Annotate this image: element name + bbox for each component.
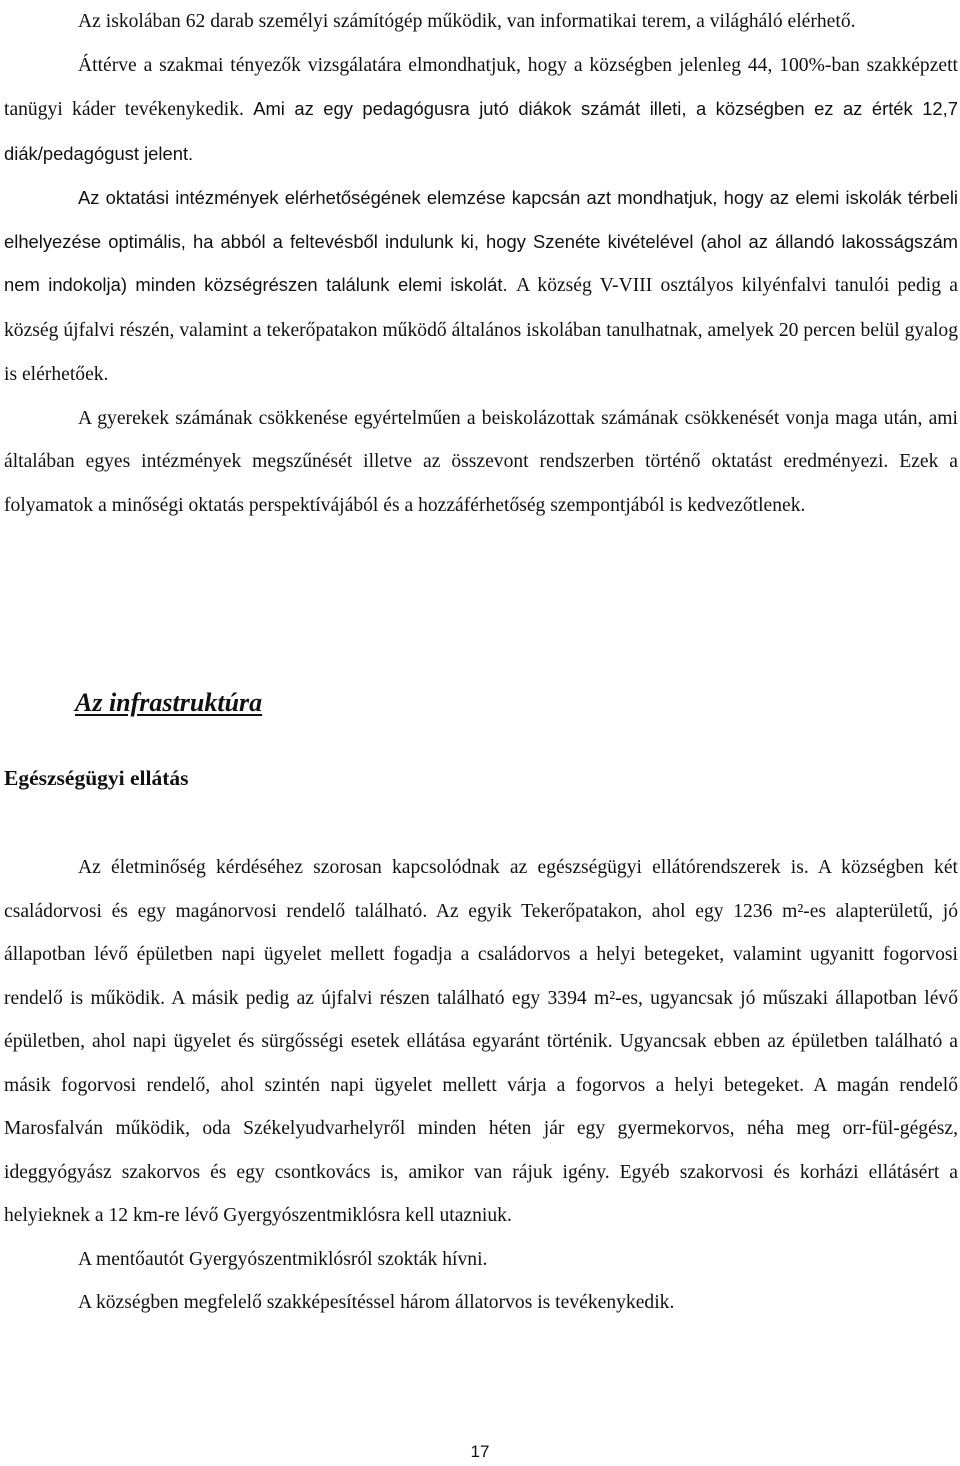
paragraph-healthcare bbox=[4, 846, 958, 1238]
paragraph-decline-text: A gyerekek számának csökkenése egyértelműen a beiskolázottak számának csökkenését vonja maga után, ami általában egyes intézmények megszűnését illetve az összevont rendszerben történő oktatást eredményezi. Ezek a folyamatok a minőségi oktatás perspektívájából és a hozzáférhetőség szempontjából is kedvezőtlenek. bbox=[4, 407, 958, 516]
page-number: 17 bbox=[470, 1442, 490, 1461]
paragraph-upper-grades-text: A község V-VIII osztályos kilyénfalvi tanulói pedig a község újfalvi részén, valamint a tekerőpatakon működő általános iskolában tanulhatnak, amelyek 20 percen belül gyalog is elérhetőek. bbox=[4, 275, 958, 385]
paragraph-ambulance-text: A mentőautót Gyergyószentmiklósról szokták hívni. bbox=[78, 1248, 488, 1270]
paragraph-computers-text: Az iskolában 62 darab személyi számítógép működik, van informatikai terem, a világháló elérhető. bbox=[78, 11, 856, 32]
subsection-heading: Egészségügyi ellátás bbox=[4, 766, 189, 790]
paragraph-computers bbox=[4, 0, 958, 44]
paragraph-accessibility bbox=[4, 176, 958, 397]
paragraph-staff bbox=[4, 44, 958, 177]
paragraph-veterinarians-text: A községben megfelelő szakképesítéssel három állatorvos is tevékenykedik. bbox=[78, 1292, 675, 1313]
paragraph-decline bbox=[4, 397, 958, 528]
paragraph-staff-text: Áttérve a szakmai tényezők vizsgálatára elmondhatjuk, hogy a községben jelenleg 44, 100%-ban szakképzett tanügyi káder tevékenykedik. bbox=[4, 54, 958, 120]
paragraph-ambulance bbox=[4, 1238, 958, 1282]
healthcare-text-block bbox=[4, 846, 958, 1325]
paragraph-accessibility-text: Az oktatási intézmények elérhetőségének elemzése kapcsán azt mondhatjuk, hogy az elemi iskolák térbeli elhelyezése optimális, ha abból a feltevésből indulunk ki, hogy Szenéte kivételével (ahol az állandó lakosságszám nem indokolja) minden községrészen találunk elemi iskolát. bbox=[4, 187, 958, 295]
education-text-block bbox=[4, 0, 958, 527]
paragraph-healthcare-text: Az életminőség kérdéséhez szorosan kapcsolódnak az egészségügyi ellátórendszerek is. A községben két családorvosi és egy magánorvosi rendelő található. Az egyik Tekerőpatakon, ahol egy 1236 m²-es alapterületű, jó állapotban lévő épületben napi ügyelet mellett fogadja a családorvos a helyi betegeket, valamint ugyanitt fogorvosi rendelő is működik. A másik pedig az újfalvi részen található egy 3394 m²-es, ugyancsak jó műszaki állapotban lévő épületben, ahol napi ügyelet és sürgősségi esetek ellátása egyaránt történik. Ugyancsak ebben az épületben található a másik fogorvosi rendelő, ahol szintén napi ügyelet mellett várja a fogorvos a helyi betegeket. A magán rendelő Marosfalván működik, oda Székelyudvarhelyről minden héten jár egy gyermekorvos, néha meg orr-fül-gégész, ideggyógyász szakorvos és egy csontkovács is, amikor van rájuk igény. Egyéb szakorvosi és korházi ellátásért a helyieknek a 12 km-re lévő Gyergyószentmiklósra kell utazniuk. bbox=[4, 857, 958, 1226]
paragraph-student-ratio-text: Ami az egy pedagógusra jutó diákok számát illeti, a községben ez az érték 12,7 diák/pedagógust jelent. bbox=[4, 98, 958, 164]
section-heading: Az infrastruktúra bbox=[75, 688, 263, 717]
paragraph-veterinarians bbox=[4, 1281, 958, 1325]
